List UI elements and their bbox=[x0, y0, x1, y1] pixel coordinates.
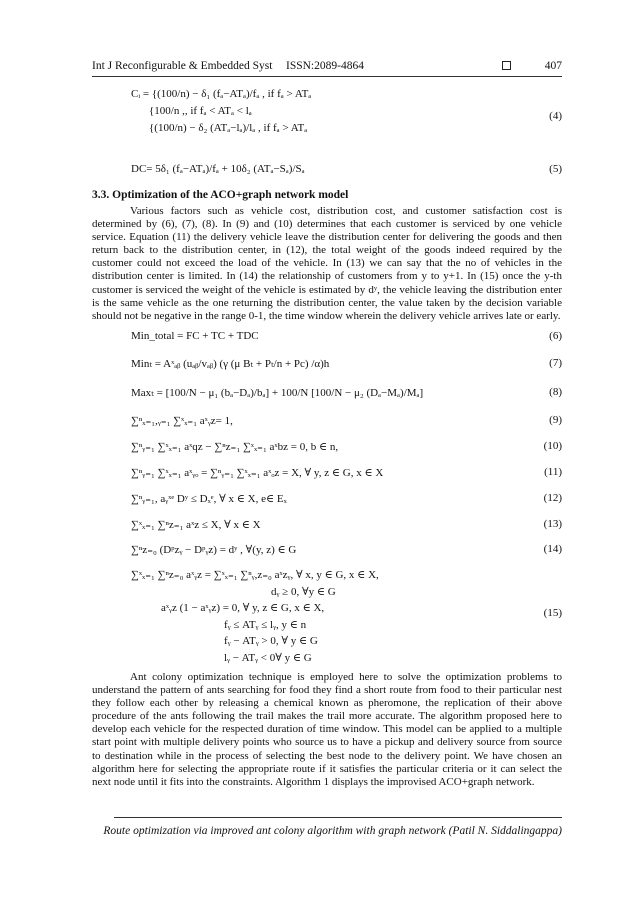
page-footer: Route optimization via improved ant colony algorithm with graph network (Patil N. Siddalingappa) bbox=[103, 825, 562, 837]
equation-8: Maxₜ = [100/N − μ₁ (bₐ−Dₐ)/bₐ] + 100/N [100/N − μ₂ (Dₐ−Mₐ)/Mₐ] bbox=[131, 387, 424, 399]
equation-15-number: (15) bbox=[543, 607, 562, 619]
equation-7: Minₜ = Aˣₐᵦ (uₐᵦ/vₐᵦ) (γ (μ Bₜ + Pₜ/n + Pc) /α)h bbox=[131, 358, 330, 370]
equation-4 bbox=[131, 86, 311, 137]
equation-11: ∑ⁿᵧ₌₁ ∑ˣₓ₌₁ aˣᵧₒ = ∑ⁿᵧ₌₁ ∑ˣₓ₌₁ aˣₒz = X, ∀ y, z ∈ G, x ∈ X bbox=[131, 467, 384, 479]
closing-paragraph: Ant colony optimization technique is employed here to solve the optimization problems to understand the pattern of ants searching for food they find a short route from food to their particular nest they follow each other by releasing a chemical known as pheromone, the replication of their above procedure of the ants following the trail makes the trail more accurate. The algorithm proposed here to develop each vehicle for the respected duration of time window. This model can be applied to a multiple start point with multiple delivery points who source us to have a pickup and delivery source from source to destination while in the process of selecting the best node to the delivery point. We have chosen an algorithm here for selecting the appropriate route if it satisfies the particular criteria or it can select the next node until it fits into the constraints. Algorithm 1 displays the improvised ACO+graph network. bbox=[92, 671, 562, 788]
equation-15-line: ∑ˣₓ₌₁ ∑ⁿz₌₀ aˣᵧz = ∑ˣₓ₌₁ ∑ⁿᵧ,z₌₀ aˣzᵧ, ∀ x, y ∈ G, x ∈ X, bbox=[131, 569, 379, 581]
equation-14-number: (14) bbox=[543, 543, 562, 555]
equation-15 bbox=[131, 567, 379, 666]
equation-10: ∑ⁿᵧ₌₁ ∑ˣₓ₌₁ aˣqz − ∑ⁿz₌₁ ∑ˣₓ₌₁ aˣbz = 0, b ∈ n, bbox=[131, 441, 339, 453]
issn: ISSN:2089-4864 bbox=[286, 60, 364, 72]
equation-8-number: (8) bbox=[549, 386, 562, 398]
equation-4-line: {(100/n) − δ₂ (ATₐ−lₐ)/lₐ , if fₐ > ATₐ bbox=[149, 122, 308, 134]
equation-4-number: (4) bbox=[549, 110, 562, 122]
equation-9-number: (9) bbox=[549, 414, 562, 426]
equation-10-number: (10) bbox=[543, 440, 562, 452]
journal-name: Int J Reconfigurable & Embedded Syst bbox=[92, 60, 273, 72]
equation-15-line: aˣᵧz (1 − aˣᵧz) = 0, ∀ y, z ∈ G, x ∈ X, bbox=[161, 602, 325, 614]
equation-15-line: fᵧ ≤ ATᵧ ≤ lᵧ, y ∈ n bbox=[224, 618, 307, 631]
footer-rule bbox=[114, 817, 562, 818]
checkbox-square-icon bbox=[502, 61, 511, 70]
equation-12-number: (12) bbox=[543, 492, 562, 504]
equation-15-line: fᵧ − ATᵧ > 0, ∀ y ∈ G bbox=[224, 635, 318, 647]
equation-4-line: {100/n ,, if fₐ < ATₐ < lₐ bbox=[149, 105, 252, 117]
equation-15-line: dᵧ ≥ 0, ∀y ∈ G bbox=[271, 585, 336, 598]
equation-11-number: (11) bbox=[544, 466, 562, 478]
equation-6: Min_total = FC + TC + TDC bbox=[131, 330, 259, 342]
section-paragraph: Various factors such as vehicle cost, distribution cost, and customer satisfaction cost is determined by (6), (7), (8). In (9) and (10) determines that each customer is serviced by one vehicle service. Equation (11) the delivery vehicle leave the distribution center for delivering the goods and then return back to the distribution center, in (12), the total weight of the goods indeed required by the customer could not exceed the load of the vehicle. In (13) we can say that the no of vehicles in the distribution center is limited. In (14) the relationship of customers from y to y+1. In (15) once the y-th customer is serviced the weight of the vehicle is estimated by dʸ, the vehicle leaving the distribution enter is the same vehicle as the one returning the distribution center, the value taken by the decision variable should not be negative in the range 0-1, the time window wherein the delivery vehicle arrives late or early. bbox=[92, 205, 562, 322]
equation-4-line: Cᵢ = {(100/n) − δ₁ (fₐ−ATₐ)/fₐ , if fₐ > ATₐ bbox=[131, 88, 312, 100]
equation-5: DC= 5δ₁ (fₐ−ATₐ)/fₐ + 10δ₂ (ATₐ−Sₐ)/Sₐ bbox=[131, 163, 305, 175]
equation-14: ∑ⁿz₌₀ (Dᵖzᵧ − Dᵖᵧz) = dʸ , ∀(y, z) ∈ G bbox=[131, 544, 297, 556]
equation-5-number: (5) bbox=[549, 163, 562, 175]
equation-13: ∑ˣₓ₌₁ ∑ⁿz₌₁ aˣz ≤ X, ∀ x ∈ X bbox=[131, 519, 261, 531]
page-number: 407 bbox=[544, 60, 562, 72]
equation-9: ∑ⁿₓ₌₁,ᵧ₌₁ ∑ˣₓ₌₁ aˣᵧz= 1, bbox=[131, 415, 233, 427]
equation-6-number: (6) bbox=[549, 330, 562, 342]
equation-13-number: (13) bbox=[543, 518, 562, 530]
equation-12: ∑ⁿᵧ₌₁, aᵧˣᵉ Dʸ ≤ Dₓᵉ, ∀ x ∈ X, e∈ Eₓ bbox=[131, 493, 287, 505]
equation-7-number: (7) bbox=[549, 357, 562, 369]
section-heading: 3.3. Optimization of the ACO+graph network model bbox=[92, 189, 349, 201]
header-rule bbox=[92, 76, 562, 77]
equation-15-line: lᵧ − ATᵧ < 0∀ y ∈ G bbox=[224, 651, 312, 664]
